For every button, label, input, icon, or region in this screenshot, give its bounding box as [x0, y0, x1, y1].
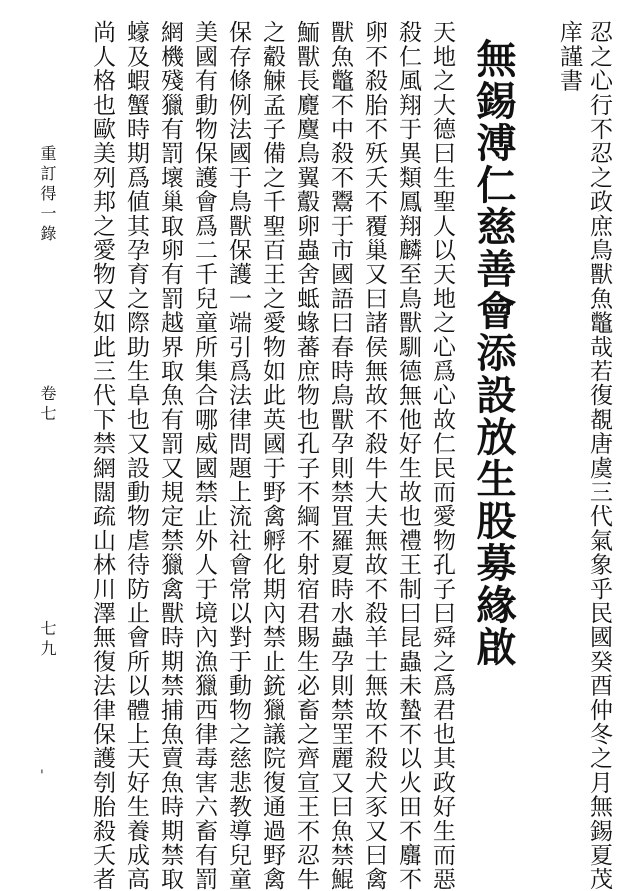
header-column-1: 忍之心行不忍之政庶鳥獸魚鼈哉若復覩唐虞三代氣象乎民國癸酉仲冬之月無錫夏茂: [586, 20, 612, 891]
margin-page-number: 七九: [38, 620, 57, 660]
margin-volume: 卷七: [38, 385, 57, 425]
body-column-9: 網機殘獵有罰壞巢取卵有罰越界取魚有罰又規定禁獵禽獸時期禁捕魚賣魚時期禁取: [157, 20, 183, 891]
header-column-2: 庠謹書: [556, 20, 582, 93]
body-column-6: 之觳觫孟子備之千聖百王之愛物如此英國于野禽孵化期內禁止銃獵議院復通過野禽: [259, 20, 285, 891]
body-column-3: 卵不殺胎不殀夭不覆巢又曰諸侯無故不殺牛大夫無故不殺羊士無故不殺犬豕又曰禽: [361, 20, 387, 891]
body-column-4: 獸魚鼈不中殺不鬻于市國語曰春時鳥獸孕則禁罝羅夏時水蟲孕則禁罜麗又曰魚禁鯤: [327, 20, 353, 891]
body-column-2: 殺仁風翔于異類鳳翔麟至鳥獸馴德無他好生故也禮王制曰昆蟲未蟄不以火田不麛不: [395, 20, 421, 891]
article-title: 無錫溥仁慈善會添設放生股募緣啟: [470, 38, 517, 668]
body-column-7: 保存條例法國于鳥獸保護一端引爲法律問題上流社會常以對于動物之慈悲教導兒童: [225, 20, 251, 891]
stray-mark: ': [40, 768, 44, 784]
body-column-11: 尚人格也歐美列邦之愛物又如此三代下禁網闊疏山林川澤無復法律保護刳胎殺夭者: [89, 20, 115, 891]
body-column-1: 天地之大德曰生聖人以天地之心爲心故仁民而愛物孔子曰舜之爲君也其政好生而惡: [429, 20, 455, 891]
body-column-10: 蠔及蝦蟹時期爲値其孕育之際助生阜也又設動物虐待防止會所以體上天好生養成高: [123, 20, 149, 891]
margin-book-title: 重訂得一錄: [38, 145, 57, 245]
body-column-8: 美國有動物保護會爲二千兒童所集合哪威國禁止外人于境內漁獵西律毒害六畜有罰: [191, 20, 217, 891]
body-column-5: 鮞獸長麑麌鳥翼鷇卵蟲舍蚳蝝蕃庶物也孔子不綱不射宿君賜生必畜之齊宣王不忍牛: [293, 20, 319, 891]
